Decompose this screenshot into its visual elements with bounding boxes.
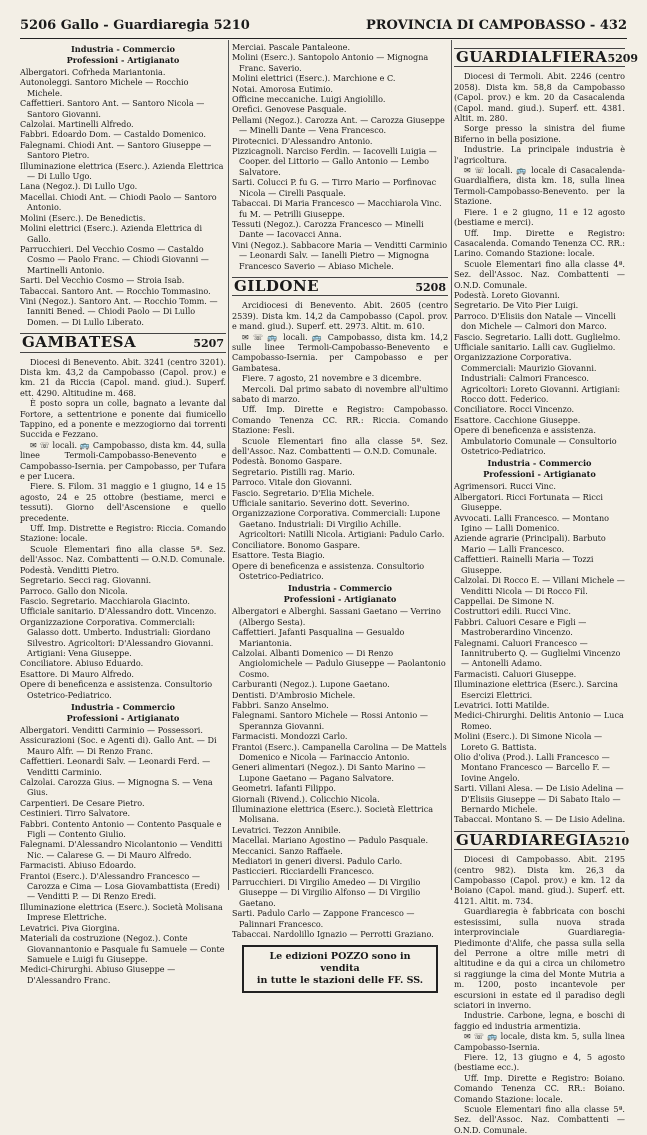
directory-entry: Farmacisti. Abiuso Edoardo. — [20, 860, 137, 871]
directory-entry: Vini (Negoz.). Sabbacore Maria — Venditti Carminio — Leonardi Salv. — Ianelli Pietro — Mignogna Francesco Saverio — Abiaso Michele. — [232, 239, 448, 271]
ad-line-1: Le edizioni POZZO sono in vendita — [269, 951, 411, 975]
directory-entry: Parroco. Vitale don Giovanni. — [232, 477, 352, 488]
directory-entry: Avvocati. Lalli Francesco. — Montano Igino — Lalli Domenico. — [454, 512, 610, 534]
directory-entry: Meccanici. Sanzo Raffaele. — [232, 845, 343, 856]
description-paragraph: Arcidiocesi di Benevento. Abit. 2605 (centro 2539). Dista km. 14,2 da Campobasso (Capol. prov. e mand. giud.). Superf. ett. 2973. Altit. m. 610. — [232, 300, 448, 332]
section-heading: Industria - Commercio — [70, 701, 176, 712]
directory-entry: Falegnami. D'Alessandro Nicolantonio — Venditti Nic. — Calarese G. — Di Mauro Alfredo. — [20, 839, 223, 860]
description-paragraph: Guardiaregia è fabbricata con boschi estesissimi, sulla nuova strada interprovinciale Guardiaregia-Piedimonte d'Alife, che passa sulla sella del Perrone a oltre mille metri di altitudine e da qui a circa un chilometro si raggiunge la cima del Monte Mutria a m. 1200, posto incantevole per escursioni in estate ed il paradiso degli sciatori in inverno. — [454, 906, 625, 1010]
description-paragraph: Uff. Imp. Dirette e Registro: Campobasso. Comando Tenenza CC. RR.: Riccia. Comando Stazione: Fesli. — [232, 404, 448, 436]
directory-entry: Conciliatore. Rocci Vincenzo. — [454, 404, 575, 415]
directory-entry: Levatrici. Piva Giorgina. — [20, 922, 120, 933]
description-paragraph: Scuole Elementari fino alla classe 5ª. Sez. dell'Assoc. Naz. Combattenti — O.N.D. Comunale. — [232, 435, 448, 457]
description-paragraph: Industrie. La principale industria è l'agricoltura. — [454, 144, 625, 165]
directory-entry: Fascio. Segretario. Macchiarola Giacinto. — [20, 595, 190, 606]
directory-entry: Dentisti. D'Ambrosio Michele. — [232, 689, 356, 700]
directory-entry: Merciai. Pascale Pantaleone. — [232, 42, 351, 52]
directory-entry: Pizzicagnoli. Narciso Ferdin. — Iacovelli Luigia — Cooper. del Littorio — Gallo Antonio — Lembo Salvatore. — [232, 146, 437, 177]
town-number: 5208 — [415, 280, 446, 294]
directory-entry: Illuminazione elettrica (Eserc.). Sarcina Esercizi Elettrici. — [454, 679, 618, 700]
directory-entry: Calzolai. Di Rocco E. — Villani Michele — Venditti Nicola — Di Rocco Fil. — [454, 575, 625, 596]
column-1 — [20, 42, 226, 985]
town-name: GUARDIAREGIA — [456, 830, 599, 849]
directory-entry: Esattore. Testa Biagio. — [232, 550, 325, 561]
directory-entry: Tabaccai. Montano S. — De Lisio Adelina. — [454, 814, 626, 825]
description-paragraph: Fiere. S. Filom. 31 maggio e 1 giugno, 14 e 15 agosto, 24 e 25 ottobre (bestiame, merci e tessuti). Giorno dell'Ascensione e quello precedente. — [20, 481, 226, 523]
description-paragraph: Fiere. 7 agosto, 21 novembre e 3 dicembre. — [242, 373, 422, 384]
column-2 — [232, 42, 448, 987]
section-heading: Industria - Commercio — [287, 583, 393, 594]
guardialfiera-officials — [454, 290, 625, 352]
directory-entry: Frantoi (Eserc.). Campanella Carolina — De Mattels Domenico e Nicola — Farinaccio Antonio. — [232, 741, 447, 762]
description-paragraph: Sorge presso la sinistra del fiume Biferno in bella posizione. — [454, 123, 625, 144]
directory-entry: Tabaccai. Di Maria Francesco — Macchiarola Vinc. fu M. — Petrilli Giuseppe. — [232, 198, 442, 219]
town-number: 5210 — [598, 834, 630, 848]
gambatesa-entries — [20, 725, 226, 985]
gambatesa-cont-entries — [232, 42, 448, 271]
column-3 — [454, 42, 639, 1135]
description-paragraph: Mercoli. Dal primo sabato di novembre all'ultimo sabato di marzo. — [232, 383, 448, 404]
directory-entry: Levatrici. Iotti Matilde. — [454, 699, 550, 710]
directory-entry: Geometri. Iafanti Filippo. — [232, 783, 336, 794]
town-header-gildone — [232, 277, 448, 296]
directory-entry: Conciliatore. Bonomo Gaspare. — [232, 539, 361, 550]
directory-entry: Farmacisti. Mondozzi Carlo. — [232, 731, 348, 742]
directory-entry: Molini (Eserc.). Di Simone Nicola — Loreto G. Battista. — [454, 731, 603, 752]
header-right: PROVINCIA DI CAMPOBASSO - 432 — [365, 18, 627, 33]
directory-entry: Pellami (Negoz.). Carozza Ant. — Carozza Giuseppe — Minelli Dante — Vena Francesco. — [232, 114, 445, 136]
directory-entry: Materiali da costruzione (Negoz.). Conte Giovannantonio e Pasquale fu Samuele — Conte Samuele e Luigi fu Giuseppe. — [20, 933, 225, 964]
description-paragraph: Diocesi di Benevento. Abit. 3241 (centro 3201). Dista km. 43,2 da Campobasso (Capol. prov.) e km. 21 da Riccia (Capol. mand. giud.). Superf. ett. 4290. Altitudine m. 468. — [20, 356, 226, 398]
directory-entry: Organizzazione Corporativa. Commerciali: Galasso dott. Umberto. Industriali: Giordano Silvestro. Agricoltori: D'Alessandro Giovanni. Artigiani: Vena Giuseppe. — [20, 616, 214, 658]
directory-entry: Autonoleggi. Santoro Michele — Rocchio Michele. — [20, 77, 189, 98]
directory-entry: Fabbri. Caluori Cesare e Figli — Mastroberardino Vincenzo. — [454, 616, 587, 638]
directory-entry: Albergatori. Ricci Fortunata — Ricci Giuseppe. — [454, 491, 603, 513]
directory-entry: Ufficiale sanitario. Severino dott. Severino. — [232, 498, 410, 509]
description-paragraph: Diocesi di Termoli. Abit. 2246 (centro 2058). Dista km. 58,8 da Campobasso (Capol. prov.) e km. 20 da Casacalenda (Capol. mand. giud.). Superf. ett. 4381. Altit. m. 280. — [454, 71, 625, 124]
gambatesa-description — [20, 357, 226, 565]
directory-entry: Fabbri. Edoardo Dom. — Castaldo Domenico. — [20, 129, 206, 140]
directory-entry: Caffettieri. Santoro Ant. — Santoro Nicola — Santoro Giovanni. — [20, 98, 205, 119]
directory-entry: Segretario. Secci rag. Giovanni. — [20, 575, 152, 586]
directory-entry: Notai. Amorosa Eutimio. — [232, 83, 333, 94]
gambatesa-organizations — [20, 617, 226, 700]
page-header — [20, 16, 627, 39]
guardialfiera-organizations — [454, 352, 625, 456]
town-number: 5207 — [193, 337, 224, 351]
directory-entry: Segretario. Pistilli rag. Mario. — [232, 466, 355, 477]
directory-entry: Opere di beneficenza e assistenza. Ambulatorio Comunale — Consultorio Ostetrico-Pediatrico. — [454, 425, 617, 457]
description-paragraph: Scuole Elementari fino alla classe 4ª. Sez. dell'Assoc. Naz. Combattenti — O.N.D. Comunale. — [454, 258, 625, 290]
directory-entry: Mediatori in generi diversi. Padulo Carlo. — [232, 856, 403, 867]
section-subheading: Professioni - Artigianato — [483, 469, 596, 480]
directory-entry: Fascio. Segretario. Lalli dott. Guglielmo. — [454, 331, 621, 342]
description-paragraph: Diocesi di Campobasso. Abit. 2195 (centro 982). Dista km. 26,3 da Campobasso (Capol. prov.) e km. 12 da Boiano (Capol. mand. giud.). Superf. ett. 4121. Altit. m. 734. — [454, 854, 625, 906]
directory-entry: Conciliatore. Abiuso Eduardo. — [20, 658, 144, 669]
section-heading: Industria - Commercio — [487, 458, 592, 469]
directory-entry: Fabbri. Contento Antonio — Contento Pasquale e Figli — Contento Giulio. — [20, 818, 222, 840]
directory-entry: Falegnami. Chiodi Ant. — Santoro Giuseppe — Santoro Pietro. — [20, 139, 212, 161]
directory-entry: Podestà. Bonomo Gaspare. — [232, 456, 343, 467]
advertisement-box — [242, 945, 438, 993]
directory-entry: Fascio. Segretario. D'Elia Michele. — [232, 487, 375, 498]
gildone-organizations — [232, 508, 448, 581]
directory-entry: Illuminazione elettrica (Eserc.). Azienda Elettrica — Di Lullo Ugo. — [20, 160, 224, 182]
column-divider — [228, 40, 229, 890]
description-paragraph: ✉ ☏ locali. 🚌 Campobasso, dista km. 44, sulla linee Termoli-Campobasso-Benevento e Campobasso-Isernia. per Campobasso, per Tufara e per Lucera. — [20, 439, 226, 482]
gildone-officials — [232, 456, 448, 508]
directory-entry: Organizzazione Corporativa. Commerciali: Maurizio Giovanni. Industriali: Calmori Francesco. Agricoltori: Loreto Giovanni. Artigiani: Rocco dott. Federico. — [454, 352, 621, 404]
section-heading: Industria - Commercio — [70, 44, 176, 54]
guardialfiera-entries — [454, 481, 625, 824]
directory-entry: Molini elettrici (Eserc.). Marchione e C. — [232, 73, 396, 84]
directory-entry: Ufficiale sanitario. D'Alessandro dott. Vincenzo. — [20, 606, 217, 617]
town-number: 5209 — [607, 52, 639, 65]
directory-entry: Opere di beneficenza e assistenza. Consultorio Ostetrico-Pediatrico. — [20, 679, 213, 700]
directory-entry: Sarti. Colucci P. fu G. — Tirro Mario — Porfinovac Nicola — Cirelli Pasquale. — [232, 177, 437, 198]
directory-entry: Molini (Eserc.). De Benedictis. — [20, 212, 146, 223]
description-paragraph: ✉ ☏ locali. 🚌 locale di Casacalenda-Guardialfiera, dista km. 18, sulla linea Termoli-Campobasso-Benevento. per la Stazione. — [454, 165, 625, 207]
directory-entry: Sarti. Padulo Carlo — Zappone Francesco — Palinnari Francesco. — [232, 908, 415, 929]
description-paragraph: È posto sopra un colle, bagnato a levante dal Fortore, a settentrione e ponente dai fiumicello Tappino, ed a ponente e mezzogiorno dai torrenti Succida e Fezzano. — [20, 398, 226, 440]
directory-entry: Generi alimentari (Negoz.). Di Santo Marino — Lupone Gaetano — Pagano Salvatore. — [232, 762, 426, 783]
gambatesa-officials — [20, 565, 226, 617]
section-subheading: Professioni - Artigianato — [66, 55, 180, 65]
directory-entry: Tabaccai. Santoro Ant. — Rocchio Tommasino. — [20, 285, 211, 296]
directory-entry: Podestà. Loreto Giovanni. — [454, 289, 560, 300]
description-paragraph: Uff. Imp. Dirette e Registro: Casacalenda. Comando Tenenza CC. RR.: Larino. Comando Stazione: locale. — [454, 227, 625, 259]
directory-entry: Falegnami. Santoro Michele — Rossi Antonio — Sperannza Giovanni. — [232, 710, 428, 731]
directory-entry: Macellai. Mariano Agostino — Padulo Pasquale. — [232, 835, 429, 846]
directory-entry: Esattore. Di Mauro Alfredo. — [20, 668, 134, 679]
directory-entry: Tabaccai. Nardolillo Ignazio — Perrotti Graziano. — [232, 928, 434, 939]
gildone-entries — [232, 606, 448, 939]
directory-entry: Giornali (Rivend.). Colicchio Nicola. — [232, 793, 380, 804]
directory-entry: Molini (Eserc.). Santopolo Antonio — Mignogna Franc. Saverio. — [232, 52, 429, 73]
directory-entry: Cappellai. De Simone N. — [454, 595, 555, 606]
directory-entry: Officine meccaniche. Luigi Angiolillo. — [232, 94, 386, 105]
ad-line-2: in tutte le stazioni delle FF. SS. — [256, 975, 424, 987]
directory-entry: Pasticcieri. Ricciardelli Francesco. — [232, 866, 375, 877]
directory-entry: Lana (Negoz.). Di Lullo Ugo. — [20, 181, 138, 192]
directory-entry: Opere di beneficenza e assistenza. Consultorio Ostetrico-Pediatrico. — [232, 560, 425, 581]
directory-entry: Albergatori e Alberghi. Sassani Gaetano — Verrino (Albergo Sesta). — [232, 606, 441, 627]
guardialfiera-description — [454, 71, 625, 290]
town-name: GUARDIALFIERA — [456, 48, 608, 66]
directory-entry: Parrucchieri. Di Virgilio Amedeo — Di Virgilio Giuseppe — Di Virgilio Alfonso — Di Virgilio Gaetano. — [232, 876, 421, 908]
description-paragraph: Scuole Elementari fino alla classe 5ª. Sez. dell'Assoc. Naz. Combattenti — O.N.D. Comunale. — [454, 1104, 625, 1135]
directory-entry: Frantoi (Eserc.). D'Alessandro Francesco — Carozza e Cima — Losa Giovambattista (Eredi) — Venditti P. — Di Renzo Eredi. — [20, 870, 220, 902]
directory-entry: Carpentieri. De Cesare Pietro. — [20, 797, 145, 808]
description-paragraph: Uff. Imp. Distrette e Registro: Riccia. Comando Stazione: locale. — [20, 523, 226, 544]
town-name: GILDONE — [234, 276, 320, 295]
directory-entry: Segretario. De Vito Pier Luigi. — [454, 300, 579, 311]
directory-entry: Farmacisti. Caluori Giuseppe. — [454, 668, 577, 679]
directory-entry: Parroco. Gallo don Nicola. — [20, 585, 128, 596]
directory-entry: Tessuti (Negoz.). Carozza Francesco — Minelli Dante — Iacovacci Anna. — [232, 218, 424, 240]
directory-entry: Calzolai. Albanti Domenico — Di Renzo Angiolomichele — Padulo Giuseppe — Paolantonio Cosmo. — [232, 647, 446, 679]
directory-entry: Cestinieri. Tirro Salvatore. — [20, 808, 131, 819]
description-paragraph: Uff. Imp. Dirette e Registro: Boiano. Comando Tenenza CC. RR.: Boiano. Comando Stazione: locale. — [454, 1072, 625, 1104]
directory-entry: Caffettieri. Rainelli Maria — Tozzi Giuseppe. — [454, 554, 594, 575]
description-paragraph: Fiere. 12, 13 giugno e 4, 5 agosto (bestiame ecc.). — [454, 1051, 625, 1073]
directory-entry: Caffettieri. Jafanti Pasqualina — Gesualdo Mariantonia. — [232, 627, 405, 648]
directory-entry: Levatrici. Tezzon Annibile. — [232, 824, 341, 835]
guardiaregia-description — [454, 854, 625, 1135]
directory-entry: Falegnami. Caluori Francesco — Iannitruberto Q. — Guglielmi Vincenzo — Antonelli Adamo. — [454, 637, 621, 669]
directory-entry: Fabbri. Sanzo Anselmo. — [232, 699, 329, 710]
description-paragraph: ✉ ☏ 🚌 locali. 🚌 Campobasso, dista km. 14,2 sulle linee Termoli-Campobasso-Benevento e Campobasso-Isernia. per Campobasso e per Gambatesa. — [232, 331, 448, 373]
directory-entry: Pirotecnici. D'Alessandro Antonio. — [232, 135, 373, 146]
directory-entry: Olio d'oliva (Prod.). Lalli Francesco — Montano Francesco — Barcello F. — Iovine Angelo. — [454, 752, 610, 783]
directory-entry: Sarti. Del Vecchio Cosmo — Stroia Isab. — [20, 275, 185, 286]
directory-entry: Caffettieri. Leonardi Salv. — Leonardi Ferd. — Venditti Carminio. — [20, 756, 211, 777]
gallo-entries — [20, 67, 226, 327]
directory-entry: Organizzazione Corporativa. Commerciali: Lupone Gaetano. Industriali: Di Virgilio Achille. Agricoltori: Natilli Nicola. Artigiani: Padulo Carlo. — [232, 508, 445, 540]
directory-entry: Illuminazione elettrica (Eserc.). Società Elettrica Molisana. — [232, 804, 434, 825]
directory-entry: Carburanti (Negoz.). Lupone Gaetano. — [232, 679, 390, 690]
directory-entry: Aziende agrarie (Principali). Barbuto Mario — Lalli Francesco. — [454, 533, 606, 554]
description-paragraph: Industrie. Carbone, legna, e boschi di faggio ed industria armentizia. — [454, 1010, 625, 1031]
column-divider — [451, 40, 452, 890]
directory-entry: Costruttori edili. Rucci Vinc. — [454, 606, 571, 617]
directory-entry: Podestà. Venditti Pietro. — [20, 564, 120, 575]
directory-entry: Molini elettrici (Eserc.). Azienda Elettrica di Gallo. — [20, 223, 203, 244]
description-paragraph: Scuole Elementari fino alla classe 5ª. Sez. dell'Assoc. Naz. Combattenti — O.N.D. Comunale. — [20, 543, 226, 565]
directory-entry: Calzolai. Carozza Gius. — Mignogna S. — Vena Gius. — [20, 777, 213, 798]
town-header-guardialfiera — [454, 48, 639, 67]
directory-entry: Ufficiale sanitario. Lalli cav. Guglielmo. — [454, 341, 616, 352]
directory-entry: Albergatori. Venditti Carminio — Possessori. — [20, 724, 203, 735]
directory-entry: Medici-Chirurghi. Abiuso Giuseppe — D'Alessandro Franc. — [20, 964, 176, 985]
town-name: GAMBATESA — [22, 333, 137, 352]
town-header-gambatesa — [20, 333, 226, 352]
directory-entry: Esattore. Cacchione Giuseppe. — [454, 414, 581, 425]
section-subheading: Professioni - Artigianato — [283, 594, 397, 605]
section-subheading: Professioni - Artigianato — [66, 712, 180, 723]
directory-entry: Parroco. D'Elisiis don Natale — Vincelli don Michele — Calmori don Marco. — [454, 310, 616, 332]
directory-entry: Orefici. Genovese Pasquale. — [232, 104, 347, 115]
directory-entry: Macellai. Chiodi Ant. — Chiodi Paolo — Santoro Antonio. — [20, 191, 217, 213]
town-header-guardiaregia — [454, 830, 630, 850]
directory-entry: Albergatori. Cofrheda Mariantonia. — [20, 67, 166, 77]
directory-entry: Sarti. Villani Alesa. — De Lisio Adelina — D'Elisiis Giuseppe — Di Sabato Italo — Bernardo Michele. — [454, 783, 624, 815]
directory-entry: Vini (Negoz.). Santoro Ant. — Rocchio Tomm. — Ianniti Bened. — Chiodi Paolo — Di Lullo Domen. — Di Lullo Liberato. — [20, 295, 218, 327]
directory-entry: Assicurazioni (Soc. e Agenti di). Gallo Ant. — Di Mauro Alfr. — Di Renzo Franc. — [20, 735, 217, 756]
directory-entry: Medici-Chirurghi. Delitis Antonio — Luca Romeo. — [454, 710, 624, 731]
directory-entry: Parrucchieri. Del Vecchio Cosmo — Castaldo Cosmo — Paolo Franc. — Chiodi Giovanni — Martinelli Antonio. — [20, 243, 209, 275]
gildone-description — [232, 300, 448, 456]
description-paragraph: ✉ ☏ 🚌 locale, dista km. 5, sulla linea Campobasso-Isernia. — [454, 1031, 625, 1052]
directory-entry: Illuminazione elettrica (Eserc.). Società Molisana Imprese Elettriche. — [20, 901, 223, 923]
header-left: 5206 Gallo - Guardiaregia 5210 — [20, 18, 250, 33]
directory-entry: Agrimensori. Rucci Vinc. — [454, 481, 556, 492]
description-paragraph: Fiere. 1 e 2 giugno, 11 e 12 agosto (bestiame e merci). — [454, 206, 625, 228]
directory-entry: Calzolai. Martinelli Alfredo. — [20, 119, 134, 130]
